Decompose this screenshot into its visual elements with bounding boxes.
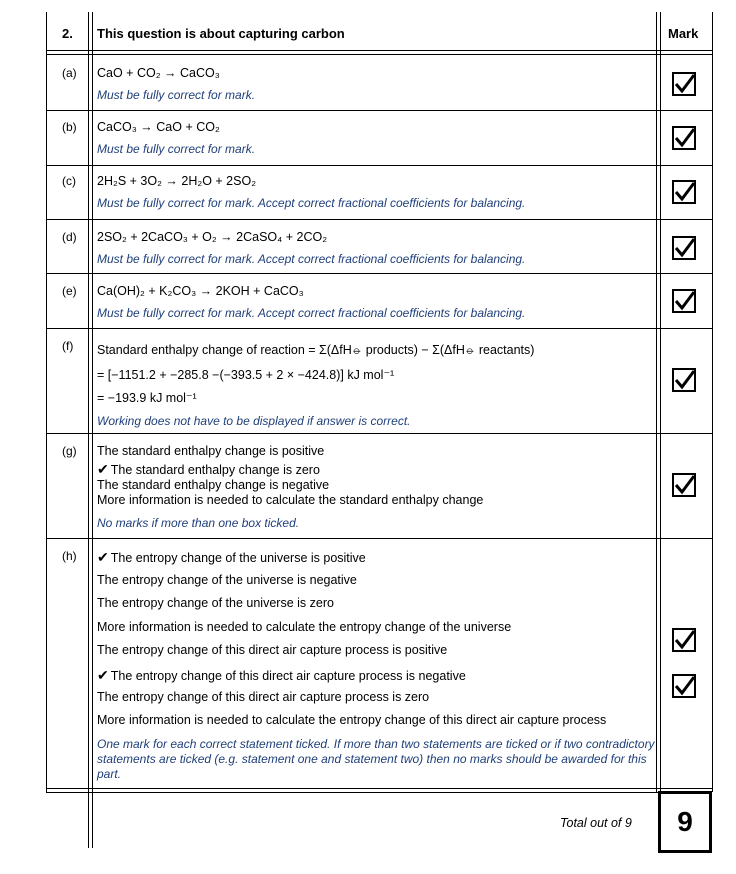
checkbox-ticked-icon — [672, 289, 696, 313]
row-label: (b) — [62, 120, 77, 134]
marking-note: Must be fully correct for mark. Accept correct fractional coefficients for balancing. — [97, 196, 526, 210]
row-label: (a) — [62, 66, 77, 80]
table-border — [46, 792, 660, 793]
table-border — [656, 12, 657, 792]
option-text: More information is needed to calculate the entropy change of this direct air capture process — [97, 713, 607, 727]
marking-note: One mark for each correct statement ticked. If more than two statements are ticked or if two contradictory statements are ticked (e.g. statement one and statement two) then no marks should be awarded for this part. — [97, 737, 655, 781]
answer-equation: 2H₂S + 3O₂ → 2H₂O + 2SO₂ — [97, 174, 257, 188]
table-border — [46, 165, 713, 166]
option-text: More information is needed to calculate the standard enthalpy change — [97, 493, 484, 507]
checkbox-ticked-icon — [672, 628, 696, 652]
marking-note: Must be fully correct for mark. — [97, 88, 256, 102]
row-label: (h) — [62, 549, 77, 563]
table-border — [712, 12, 713, 792]
option-ticked — [97, 461, 320, 478]
option-text: More information is needed to calculate the entropy change of the universe — [97, 620, 512, 634]
question-number: 2. — [62, 26, 73, 41]
option-text: The standard enthalpy change is negative — [97, 478, 330, 492]
marking-note: Must be fully correct for mark. Accept correct fractional coefficients for balancing. — [97, 252, 526, 266]
table-border — [88, 12, 89, 848]
mark-column-header: Mark — [668, 26, 699, 41]
marking-note: Working does not have to be displayed if answer is correct. — [97, 414, 411, 428]
option-text: The entropy change of this direct air capture process is negative — [110, 669, 466, 683]
total-mark-box — [658, 791, 712, 853]
tick-icon: ✔ — [97, 461, 109, 477]
row-label: (d) — [62, 230, 77, 244]
answer-equation: 2SO₂ + 2CaCO₃ + O₂ → 2CaSO₄ + 2CO₂ — [97, 230, 328, 244]
checkbox-ticked-icon — [672, 236, 696, 260]
checkbox-ticked-icon — [672, 473, 696, 497]
checkbox-ticked-icon — [672, 674, 696, 698]
row-label: (c) — [62, 174, 76, 188]
enthalpy-formula: Standard enthalpy change of reaction = Σ(ΔfH⦵ products) − Σ(ΔfH⦵ reactants) — [97, 343, 535, 357]
option-text: The entropy change of this direct air capture process is zero — [97, 690, 430, 704]
enthalpy-answer: = −193.9 kJ mol⁻¹ — [97, 391, 197, 405]
table-border — [46, 273, 713, 274]
tick-icon: ✔ — [97, 667, 109, 683]
question-title: This question is about capturing carbon — [97, 26, 345, 41]
total-value: 9 — [677, 806, 693, 837]
option-text: The entropy change of the universe is positive — [110, 551, 366, 565]
option-text: The entropy change of the universe is negative — [97, 573, 357, 587]
row-label: (e) — [62, 284, 77, 298]
checkbox-ticked-icon — [672, 126, 696, 150]
marking-note: Must be fully correct for mark. Accept correct fractional coefficients for balancing. — [97, 306, 526, 320]
table-border — [46, 54, 713, 55]
table-border — [46, 219, 713, 220]
table-border — [46, 110, 713, 111]
table-border — [46, 50, 713, 51]
row-label: (g) — [62, 444, 77, 458]
option-text: The entropy change of this direct air capture process is positive — [97, 643, 448, 657]
marking-note: No marks if more than one box ticked. — [97, 516, 300, 530]
option-text: The entropy change of the universe is zero — [97, 596, 334, 610]
option-ticked — [97, 549, 366, 566]
answer-equation: CaO + CO₂ → CaCO₃ — [97, 66, 220, 80]
checkbox-ticked-icon — [672, 180, 696, 204]
row-label: (f) — [62, 339, 74, 353]
answer-equation: Ca(OH)₂ + K₂CO₃ → 2KOH + CaCO₃ — [97, 284, 304, 298]
marking-note: Must be fully correct for mark. — [97, 142, 256, 156]
table-border — [46, 56, 47, 792]
table-border — [46, 538, 713, 539]
tick-icon: ✔ — [97, 549, 109, 565]
checkbox-ticked-icon — [672, 72, 696, 96]
enthalpy-working: = [−1151.2 + −285.8 −(−393.5 + 2 × −424.8)] kJ mol⁻¹ — [97, 368, 395, 382]
option-ticked — [97, 667, 466, 684]
total-label: Total out of 9 — [560, 816, 632, 830]
checkbox-ticked-icon — [672, 368, 696, 392]
table-border — [660, 12, 661, 792]
option-text: The standard enthalpy change is positive — [97, 444, 325, 458]
table-border — [92, 12, 93, 848]
table-border — [46, 788, 713, 789]
table-border — [46, 433, 713, 434]
option-text: The standard enthalpy change is zero — [110, 463, 320, 477]
answer-equation: CaCO₃ → CaO + CO₂ — [97, 120, 220, 134]
table-border — [46, 328, 713, 329]
